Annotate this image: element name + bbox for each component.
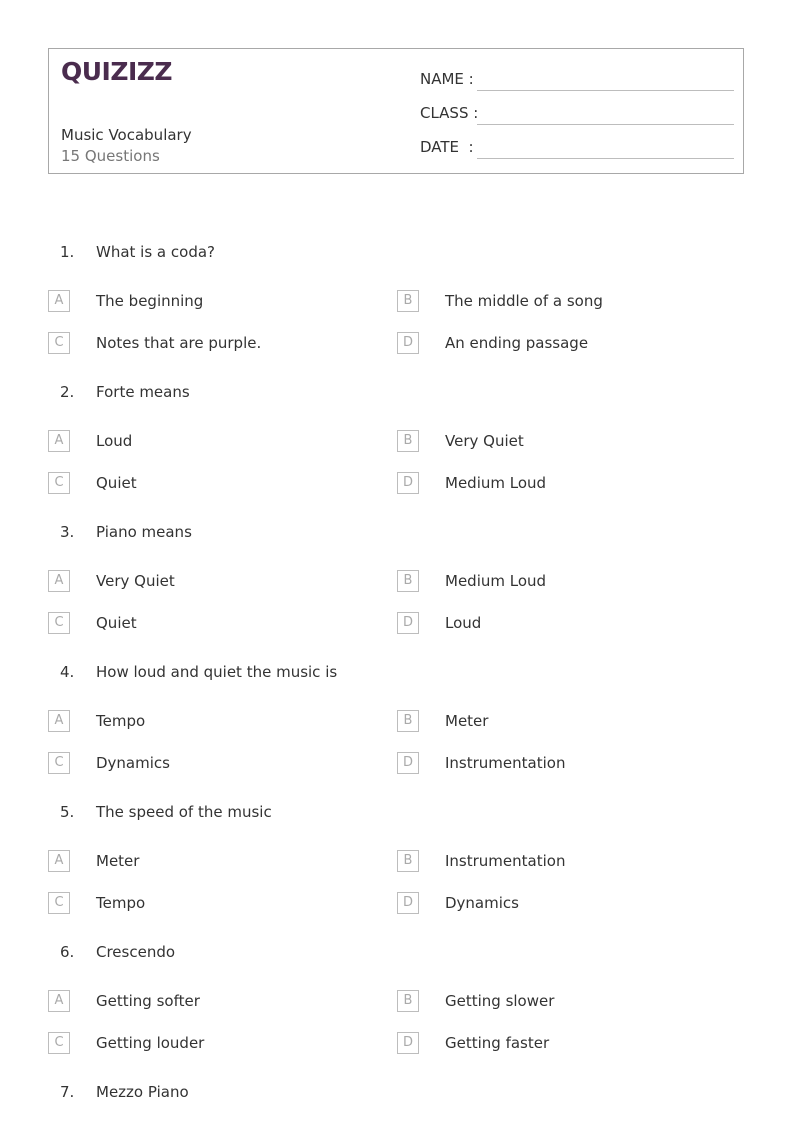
option-letter-box[interactable]: D <box>397 612 419 634</box>
answer-option-b[interactable] <box>397 570 737 594</box>
question-number: 5. <box>60 803 75 821</box>
question-number: 4. <box>60 663 75 681</box>
option-text: Dynamics <box>445 894 519 912</box>
answer-option-c[interactable] <box>48 1032 388 1056</box>
answer-option-b[interactable] <box>397 430 737 454</box>
question-3 <box>0 521 794 545</box>
answer-option-a[interactable] <box>48 850 388 874</box>
date-field[interactable] <box>420 137 734 161</box>
question-text: Piano means <box>96 523 192 541</box>
question-text: Mezzo Piano <box>96 1083 189 1101</box>
option-text: Instrumentation <box>445 852 566 870</box>
option-letter-box[interactable]: A <box>48 570 70 592</box>
question-text: How loud and quiet the music is <box>96 663 338 681</box>
question-7 <box>0 1081 794 1105</box>
name-line[interactable] <box>477 90 734 91</box>
answer-option-a[interactable] <box>48 430 388 454</box>
option-text: Medium Loud <box>445 572 547 590</box>
option-letter-box[interactable]: D <box>397 332 419 354</box>
option-text: Getting slower <box>445 992 555 1010</box>
answer-option-d[interactable] <box>397 332 737 356</box>
question-number: 7. <box>60 1083 75 1101</box>
question-number: 6. <box>60 943 75 961</box>
option-letter-box[interactable]: B <box>397 430 419 452</box>
option-letter-box[interactable]: A <box>48 430 70 452</box>
question-4 <box>0 661 794 685</box>
option-letter-box[interactable]: D <box>397 1032 419 1054</box>
option-text: The middle of a song <box>445 292 603 310</box>
date-label: DATE : <box>420 138 474 156</box>
option-letter-box[interactable]: C <box>48 1032 70 1054</box>
answer-option-c[interactable] <box>48 752 388 776</box>
option-text: The beginning <box>96 292 204 310</box>
answer-option-b[interactable] <box>397 990 737 1014</box>
option-text: Very Quiet <box>445 432 524 450</box>
answer-option-b[interactable] <box>397 710 737 734</box>
question-2 <box>0 381 794 405</box>
answer-option-a[interactable] <box>48 290 388 314</box>
option-text: Dynamics <box>96 754 170 772</box>
option-letter-box[interactable]: A <box>48 990 70 1012</box>
class-line[interactable] <box>477 124 734 125</box>
name-field[interactable] <box>420 69 734 93</box>
answer-option-a[interactable] <box>48 710 388 734</box>
quizizz-logo: QUIZIZZ <box>61 57 173 86</box>
option-text: Quiet <box>96 614 137 632</box>
option-text: Notes that are purple. <box>96 334 262 352</box>
option-letter-box[interactable]: D <box>397 752 419 774</box>
question-number: 1. <box>60 243 75 261</box>
option-text: Tempo <box>96 894 146 912</box>
option-text: Instrumentation <box>445 754 566 772</box>
option-text: Loud <box>96 432 133 450</box>
option-text: Meter <box>445 712 489 730</box>
question-text: What is a coda? <box>96 243 215 261</box>
option-text: An ending passage <box>445 334 589 352</box>
question-number: 2. <box>60 383 75 401</box>
worksheet-title: Music Vocabulary <box>61 126 192 144</box>
option-letter-box[interactable]: C <box>48 472 70 494</box>
answer-option-c[interactable] <box>48 892 388 916</box>
option-letter-box[interactable]: B <box>397 850 419 872</box>
option-text: Loud <box>445 614 482 632</box>
answer-option-d[interactable] <box>397 612 737 636</box>
question-number: 3. <box>60 523 75 541</box>
answer-option-d[interactable] <box>397 892 737 916</box>
option-letter-box[interactable]: D <box>397 472 419 494</box>
question-text: Crescendo <box>96 943 176 961</box>
option-text: Medium Loud <box>445 474 547 492</box>
option-text: Meter <box>96 852 140 870</box>
option-text: Getting faster <box>445 1034 550 1052</box>
date-line[interactable] <box>477 158 734 159</box>
option-letter-box[interactable]: B <box>397 990 419 1012</box>
option-text: Getting softer <box>96 992 200 1010</box>
question-5 <box>0 801 794 825</box>
option-letter-box[interactable]: C <box>48 612 70 634</box>
answer-option-b[interactable] <box>397 850 737 874</box>
answer-option-c[interactable] <box>48 472 388 496</box>
option-text: Very Quiet <box>96 572 175 590</box>
answer-option-d[interactable] <box>397 1032 737 1056</box>
option-letter-box[interactable]: C <box>48 752 70 774</box>
answer-option-d[interactable] <box>397 752 737 776</box>
option-letter-box[interactable]: C <box>48 332 70 354</box>
option-letter-box[interactable]: B <box>397 570 419 592</box>
answer-option-c[interactable] <box>48 332 388 356</box>
class-label: CLASS : <box>420 104 479 122</box>
class-field[interactable] <box>420 103 734 127</box>
option-text: Quiet <box>96 474 137 492</box>
answer-option-b[interactable] <box>397 290 737 314</box>
option-letter-box[interactable]: C <box>48 892 70 914</box>
option-text: Getting louder <box>96 1034 205 1052</box>
option-letter-box[interactable]: A <box>48 290 70 312</box>
answer-option-c[interactable] <box>48 612 388 636</box>
option-text: Tempo <box>96 712 146 730</box>
option-letter-box[interactable]: A <box>48 850 70 872</box>
option-letter-box[interactable]: B <box>397 290 419 312</box>
question-text: Forte means <box>96 383 190 401</box>
worksheet-header <box>48 48 744 174</box>
question-count: 15 Questions <box>61 147 160 165</box>
question-text: The speed of the music <box>96 803 272 821</box>
answer-option-a[interactable] <box>48 990 388 1014</box>
name-label: NAME : <box>420 70 474 88</box>
answer-option-d[interactable] <box>397 472 737 496</box>
option-letter-box[interactable]: B <box>397 710 419 732</box>
answer-option-a[interactable] <box>48 570 388 594</box>
question-6 <box>0 941 794 965</box>
option-letter-box[interactable]: D <box>397 892 419 914</box>
question-1 <box>0 241 794 265</box>
option-letter-box[interactable]: A <box>48 710 70 732</box>
